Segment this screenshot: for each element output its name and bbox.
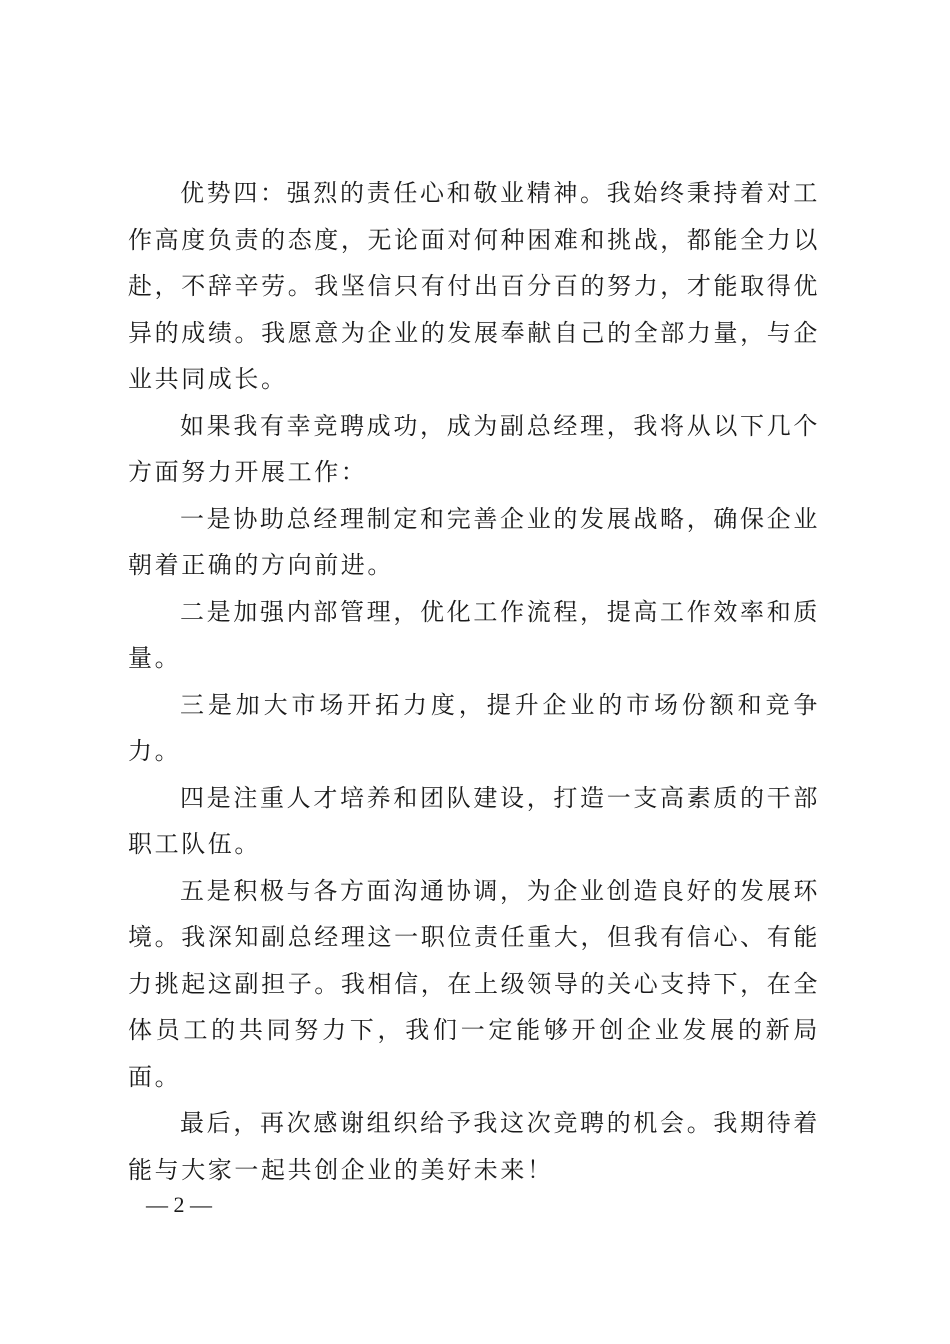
document-body <box>128 170 820 1193</box>
paragraph-work-plan-intro: 如果我有幸竞聘成功，成为副总经理，我将从以下几个方面努力开展工作： <box>128 411 820 486</box>
paragraph-plan-two: 二是加强内部管理，优化工作流程，提高工作效率和质量。 <box>128 597 820 672</box>
paragraph-plan-one: 一是协助总经理制定和完善企业的发展战略，确保企业朝着正确的方向前进。 <box>128 504 820 579</box>
paragraph-plan-three: 三是加大市场开拓力度，提升企业的市场份额和竞争力。 <box>128 690 820 765</box>
paragraph-closing: 最后，再次感谢组织给予我这次竞聘的机会。我期待着能与大家一起共创企业的美好未来！ <box>128 1109 820 1184</box>
paragraph-plan-four: 四是注重人才培养和团队建设，打造一支高素质的干部职工队伍。 <box>128 783 820 858</box>
page-number: — 2 — <box>146 1192 212 1217</box>
paragraph-plan-five: 五是积极与各方面沟通协调，为企业创造良好的发展环境。我深知副总经理这一职位责任重大，但我有信心、有能力挑起这副担子。我相信，在上级领导的关心支持下，在全体员工的共同努力下，我们一定能够开创企业发展的新局面。 <box>128 876 820 1091</box>
paragraph-advantage-four: 优势四：强烈的责任心和敬业精神。我始终秉持着对工作高度负责的态度，无论面对何种困难和挑战，都能全力以赴，不辞辛劳。我坚信只有付出百分百的努力，才能取得优异的成绩。我愿意为企业的发展奉献自己的全部力量，与企业共同成长。 <box>128 179 820 393</box>
